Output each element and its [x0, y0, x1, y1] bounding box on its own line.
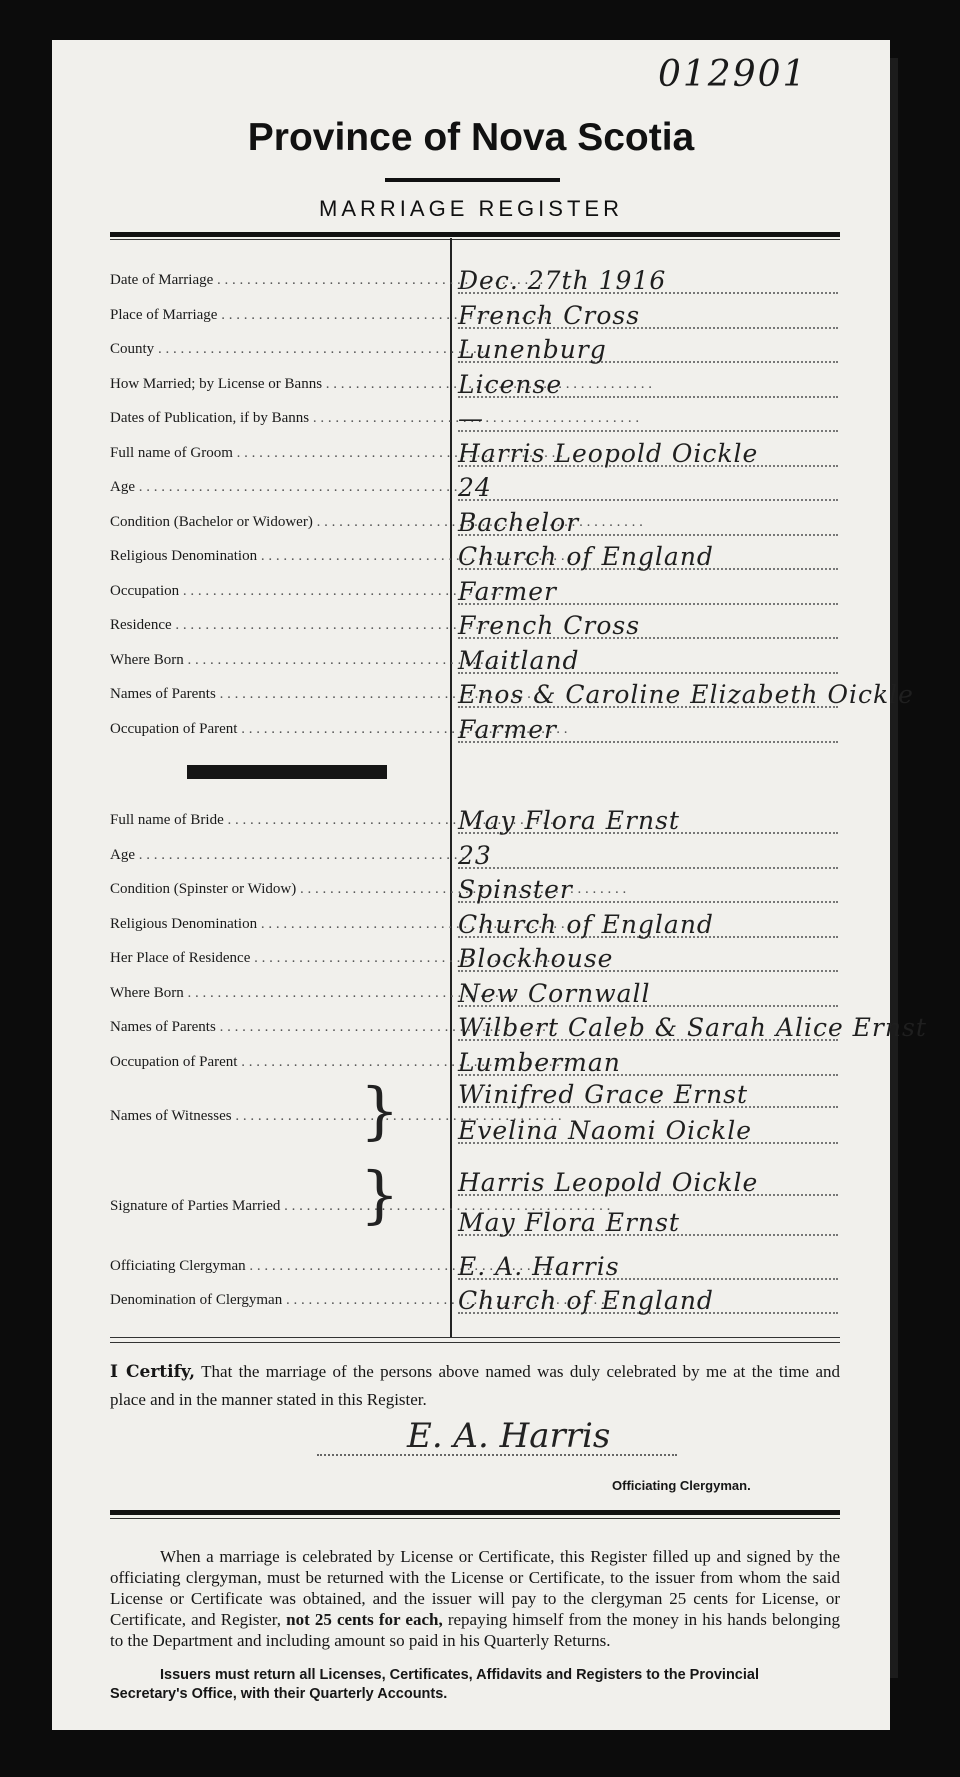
field-label: Names of Parents . . . [110, 686, 450, 703]
field-label: Condition (Bachelor or Widower) . . . [110, 514, 450, 531]
field-row [110, 404, 840, 438]
field-row [110, 577, 840, 611]
clergy-denomination-row [110, 1286, 840, 1320]
mid-rule-thin [110, 1337, 840, 1338]
field-value: Church of England [458, 542, 838, 576]
form-subtitle: MARRIAGE REGISTER [319, 196, 623, 221]
field-value: 24 [458, 473, 838, 507]
witnesses-brace: } [360, 1074, 400, 1147]
field-value: Bachelor [458, 508, 838, 542]
field-value: 23 [458, 841, 838, 875]
title-underline [385, 178, 560, 182]
witnesses-label: Names of Witnesses . . . [110, 1108, 450, 1125]
field-label: Occupation of Parent . . . [110, 1054, 450, 1071]
field-row [110, 680, 914, 714]
field-value: Blockhouse [458, 944, 838, 978]
field-label: Her Place of Residence . . . [110, 950, 450, 967]
field-value: License [458, 370, 838, 404]
field-row [110, 370, 840, 404]
field-value: Harris Leopold Oickle [458, 439, 838, 473]
clergy-denomination-value: Church of England [458, 1286, 838, 1320]
clergyman-signature-line [317, 1416, 677, 1464]
field-row [110, 715, 840, 749]
field-row [110, 806, 840, 840]
field-row [110, 508, 840, 542]
clergy-denomination-label: Denomination of Clergyman . . . [110, 1292, 450, 1309]
section-separator-bar [187, 765, 387, 779]
field-value: Maitland [458, 646, 838, 680]
clergy-label: Officiating Clergyman . . . [110, 1258, 450, 1275]
notice-emphasis: not 25 cents for each, [286, 1610, 443, 1629]
field-label: Dates of Publication, if by Banns . . . [110, 410, 450, 427]
field-value: Farmer [458, 577, 838, 611]
signature-caption: Officiating Clergyman. [612, 1478, 751, 1493]
field-label: Age . . . [110, 479, 450, 496]
field-row [110, 841, 840, 875]
field-row [110, 542, 840, 576]
field-value: Church of England [458, 910, 838, 944]
field-row [110, 611, 840, 645]
signatures-brace: } [360, 1158, 400, 1231]
field-row [110, 439, 840, 473]
field-label: Date of Marriage . . . [110, 272, 450, 289]
field-value: May Flora Ernst [458, 806, 838, 840]
field-label: Occupation . . . [110, 583, 450, 600]
field-label: Where Born . . . [110, 652, 450, 669]
top-rule [110, 232, 840, 237]
field-row [110, 473, 840, 507]
form-title: Province of Nova Scotia [247, 116, 695, 159]
witness-1-value: Winifred Grace Ernst [458, 1080, 838, 1114]
clergyman-signature: E. A. Harris [407, 1416, 611, 1456]
marriage-register-form [52, 40, 927, 1730]
field-value: — [458, 404, 838, 438]
field-label: Religious Denomination . . . [110, 548, 450, 565]
field-label: County . . . [110, 341, 450, 358]
notice-part-1: When a marriage is celebrated by License or Certificate, this Register filled up and signed by the officiating clergyman, must be returned with the License or Certificate, to the issuer from whom the said License or Certificate was obtained, and the issuer will pay to the clergyman 25 cents for License, or Certificate, and Register, [110, 1547, 840, 1629]
field-label: Age . . . [110, 847, 450, 864]
issuers-note: Issuers must return all Licenses, Certificates, Affidavits and Registers to the Provincial Secretary's Office, with their Quarterly Accounts. [110, 1667, 759, 1702]
field-value: Wilbert Caleb & Sarah Alice Ernst [458, 1013, 838, 1047]
field-row [110, 910, 840, 944]
field-label: Religious Denomination . . . [110, 916, 450, 933]
lower-rule [110, 1510, 840, 1515]
field-value: French Cross [458, 611, 838, 645]
field-label: Names of Parents . . . [110, 1019, 450, 1036]
signature-bride-value: May Flora Ernst [458, 1208, 838, 1242]
clergy-value: E. A. Harris [458, 1252, 838, 1286]
field-value: New Cornwall [458, 979, 838, 1013]
field-value: Dec. 27th 1916 [458, 266, 838, 300]
field-value: Farmer [458, 715, 838, 749]
field-label: Occupation of Parent . . . [110, 721, 450, 738]
field-row [110, 875, 840, 909]
lower-rule-thin [110, 1518, 840, 1519]
field-label: Place of Marriage . . . [110, 307, 450, 324]
witness-2-value: Evelina Naomi Oickle [458, 1116, 838, 1150]
field-label: Residence . . . [110, 617, 450, 634]
mid-rule-thin-2 [110, 1342, 840, 1343]
witnesses-row [110, 1080, 840, 1145]
notice-part-2: repaying himself from the money in his hands belonging to the Department and including amount so paid in his Quarterly Returns. [110, 1610, 841, 1650]
field-row [110, 646, 840, 680]
certification-statement [110, 1358, 840, 1413]
clergy-row [110, 1252, 840, 1286]
top-rule-thin [110, 239, 840, 240]
field-label: How Married; by License or Banns . . . [110, 376, 450, 393]
field-value: Lumberman [458, 1048, 838, 1082]
field-row [110, 301, 840, 335]
field-row [110, 979, 840, 1013]
field-row [110, 266, 840, 300]
field-row [110, 335, 840, 369]
field-label: Condition (Spinster or Widow) . . . [110, 881, 450, 898]
signatures-row [110, 1168, 840, 1237]
certify-text: That the marriage of the persons above named was duly celebrated by me at the time and place and in the manner stated in this Register. [110, 1362, 840, 1409]
field-value: Spinster [458, 875, 838, 909]
field-row [110, 944, 840, 978]
certify-lead: I Certify, [110, 1362, 196, 1382]
signatures-label: Signature of Parties Married . . . [110, 1198, 450, 1215]
field-value: Lunenburg [458, 335, 838, 369]
field-value: Enos & Caroline Elizabeth Oickle [458, 680, 838, 714]
field-label: Full name of Bride . . . [110, 812, 450, 829]
field-value: French Cross [458, 301, 838, 335]
field-row [110, 1048, 840, 1082]
field-row [110, 1013, 927, 1047]
serial-number: 012901 [658, 54, 808, 95]
field-label: Full name of Groom . . . [110, 445, 450, 462]
return-instructions [110, 1546, 840, 1651]
field-label: Where Born . . . [110, 985, 450, 1002]
signature-groom-value: Harris Leopold Oickle [458, 1168, 838, 1202]
signature-dots [317, 1454, 677, 1456]
